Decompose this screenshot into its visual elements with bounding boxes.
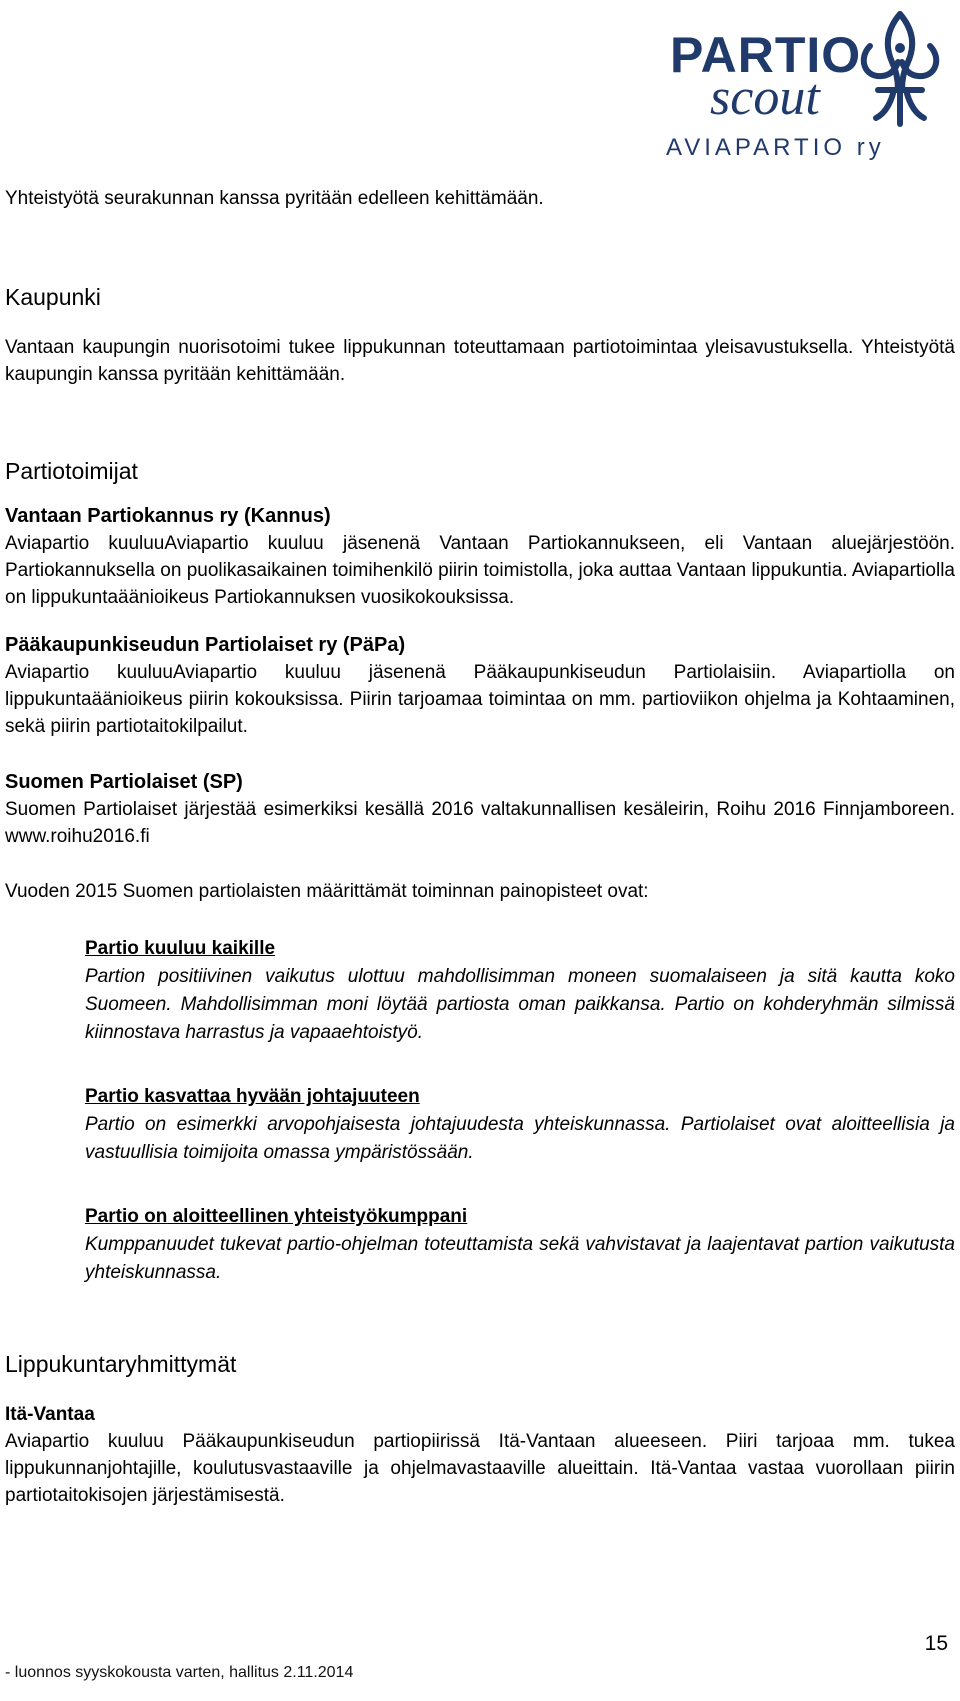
intro-paragraph: Yhteistyötä seurakunnan kanssa pyritään edelleen kehittämään.: [5, 188, 544, 209]
subheading-ita-vantaa: Itä-Vantaa: [5, 1404, 95, 1425]
section-text-kannus: Aviapartio kuuluuAviapartio kuuluu jäsenenä Vantaan Partiokannukseen, eli Vantaan aluejärjestöön. Partiokannuksella on puolikasaikainen toimihenkilö piirin toimistolla, joka auttaa Vantaan lippukuntia. Aviapartiolla on lippukuntaäänioikeus Partiokannuksen vuosikokouksissa.: [5, 533, 955, 608]
heading-partiotoimijat: Partiotoimijat: [5, 458, 138, 484]
kaupunki-paragraph: Vantaan kaupungin nuorisotoimi tukee lippukunnan toteuttamaan partiotoimintaa yleisavustuksella. Yhteistyötä kaupungin kanssa pyritään kehittämään.: [5, 337, 955, 385]
footer-note: - luonnos syyskokousta varten, hallitus 2.11.2014: [5, 1664, 354, 1681]
focus-item-text: Partion positiivinen vaikutus ulottuu mahdollisimman moneen suomalaiseen ja sitä kautta koko Suomeen. Mahdollisimman moni löytää partiosta oman paikkansa. Partio on kohderyhmän silmissä kiinnostava harrastus ja vapaaehtoistyö.: [85, 966, 955, 1043]
section-text-sp: Suomen Partiolaiset järjestää esimerkiksi kesällä 2016 valtakunnallisen kesäleirin, Roihu 2016 Finnjamboreen. www.roihu2016.fi: [5, 799, 955, 847]
section-title-sp: Suomen Partiolaiset (SP): [5, 771, 243, 793]
logo-title: PARTIO: [670, 27, 862, 83]
partio-scout-logo: [660, 6, 950, 166]
section-title-kannus: Vantaan Partiokannus ry (Kannus): [5, 505, 331, 527]
logo-org: AVIAPARTIO ry: [666, 134, 885, 161]
focus-item-text: Partio on esimerkki arvopohjaisesta johtajuudesta yhteiskunnassa. Partiolaiset ovat aloitteellisia ja vastuullisia toimijoita omassa ympäristössään.: [85, 1114, 955, 1163]
heading-kaupunki: Kaupunki: [5, 284, 101, 310]
lily-emblem-icon: [850, 6, 950, 136]
lippukunta-paragraph: Aviapartio kuuluu Pääkaupunkiseudun partiopiirissä Itä-Vantaan alueeseen. Piiri tarjoaa mm. tukea lippukunnanjohtajille, koulutusvastaaville ja ohjelmavastaaville alueittain. Itä-Vantaa vastaa vuorollaan piirin partiotaitokisojen järjestämisestä.: [5, 1431, 955, 1506]
focus-intro: Vuoden 2015 Suomen partiolaisten määrittämät toiminnan painopisteet ovat:: [5, 881, 649, 902]
focus-item-text: Kumppanuudet tukevat partio-ohjelman toteuttamista sekä vahvistavat ja laajentavat partion vaikutusta yhteiskunnassa.: [85, 1234, 955, 1283]
section-text-papa: Aviapartio kuuluuAviapartio kuuluu jäsenenä Pääkaupunkiseudun Partiolaisiin. Aviapartiolla on lippukuntaäänioikeus piirin kokouksissa. Piirin tarjoamaa toimintaa on mm. partioviikon ohjelma ja Kohtaaminen, sekä piirin partiotaitokilpailut.: [5, 662, 955, 737]
heading-lippukunta: Lippukuntaryhmittymät: [5, 1351, 237, 1377]
page-number: 15: [924, 1632, 948, 1655]
logo-subtitle: scout: [710, 69, 820, 126]
focus-list: [85, 905, 955, 1287]
focus-item-title: Partio kasvattaa hyvään johtajuuteen: [85, 1086, 420, 1107]
focus-item-title: Partio on aloitteellinen yhteistyökumppani: [85, 1206, 468, 1227]
section-title-papa: Pääkaupunkiseudun Partiolaiset ry (PäPa): [5, 634, 406, 656]
focus-item-title: Partio kuuluu kaikille: [85, 938, 276, 959]
document-body: [5, 185, 955, 1509]
